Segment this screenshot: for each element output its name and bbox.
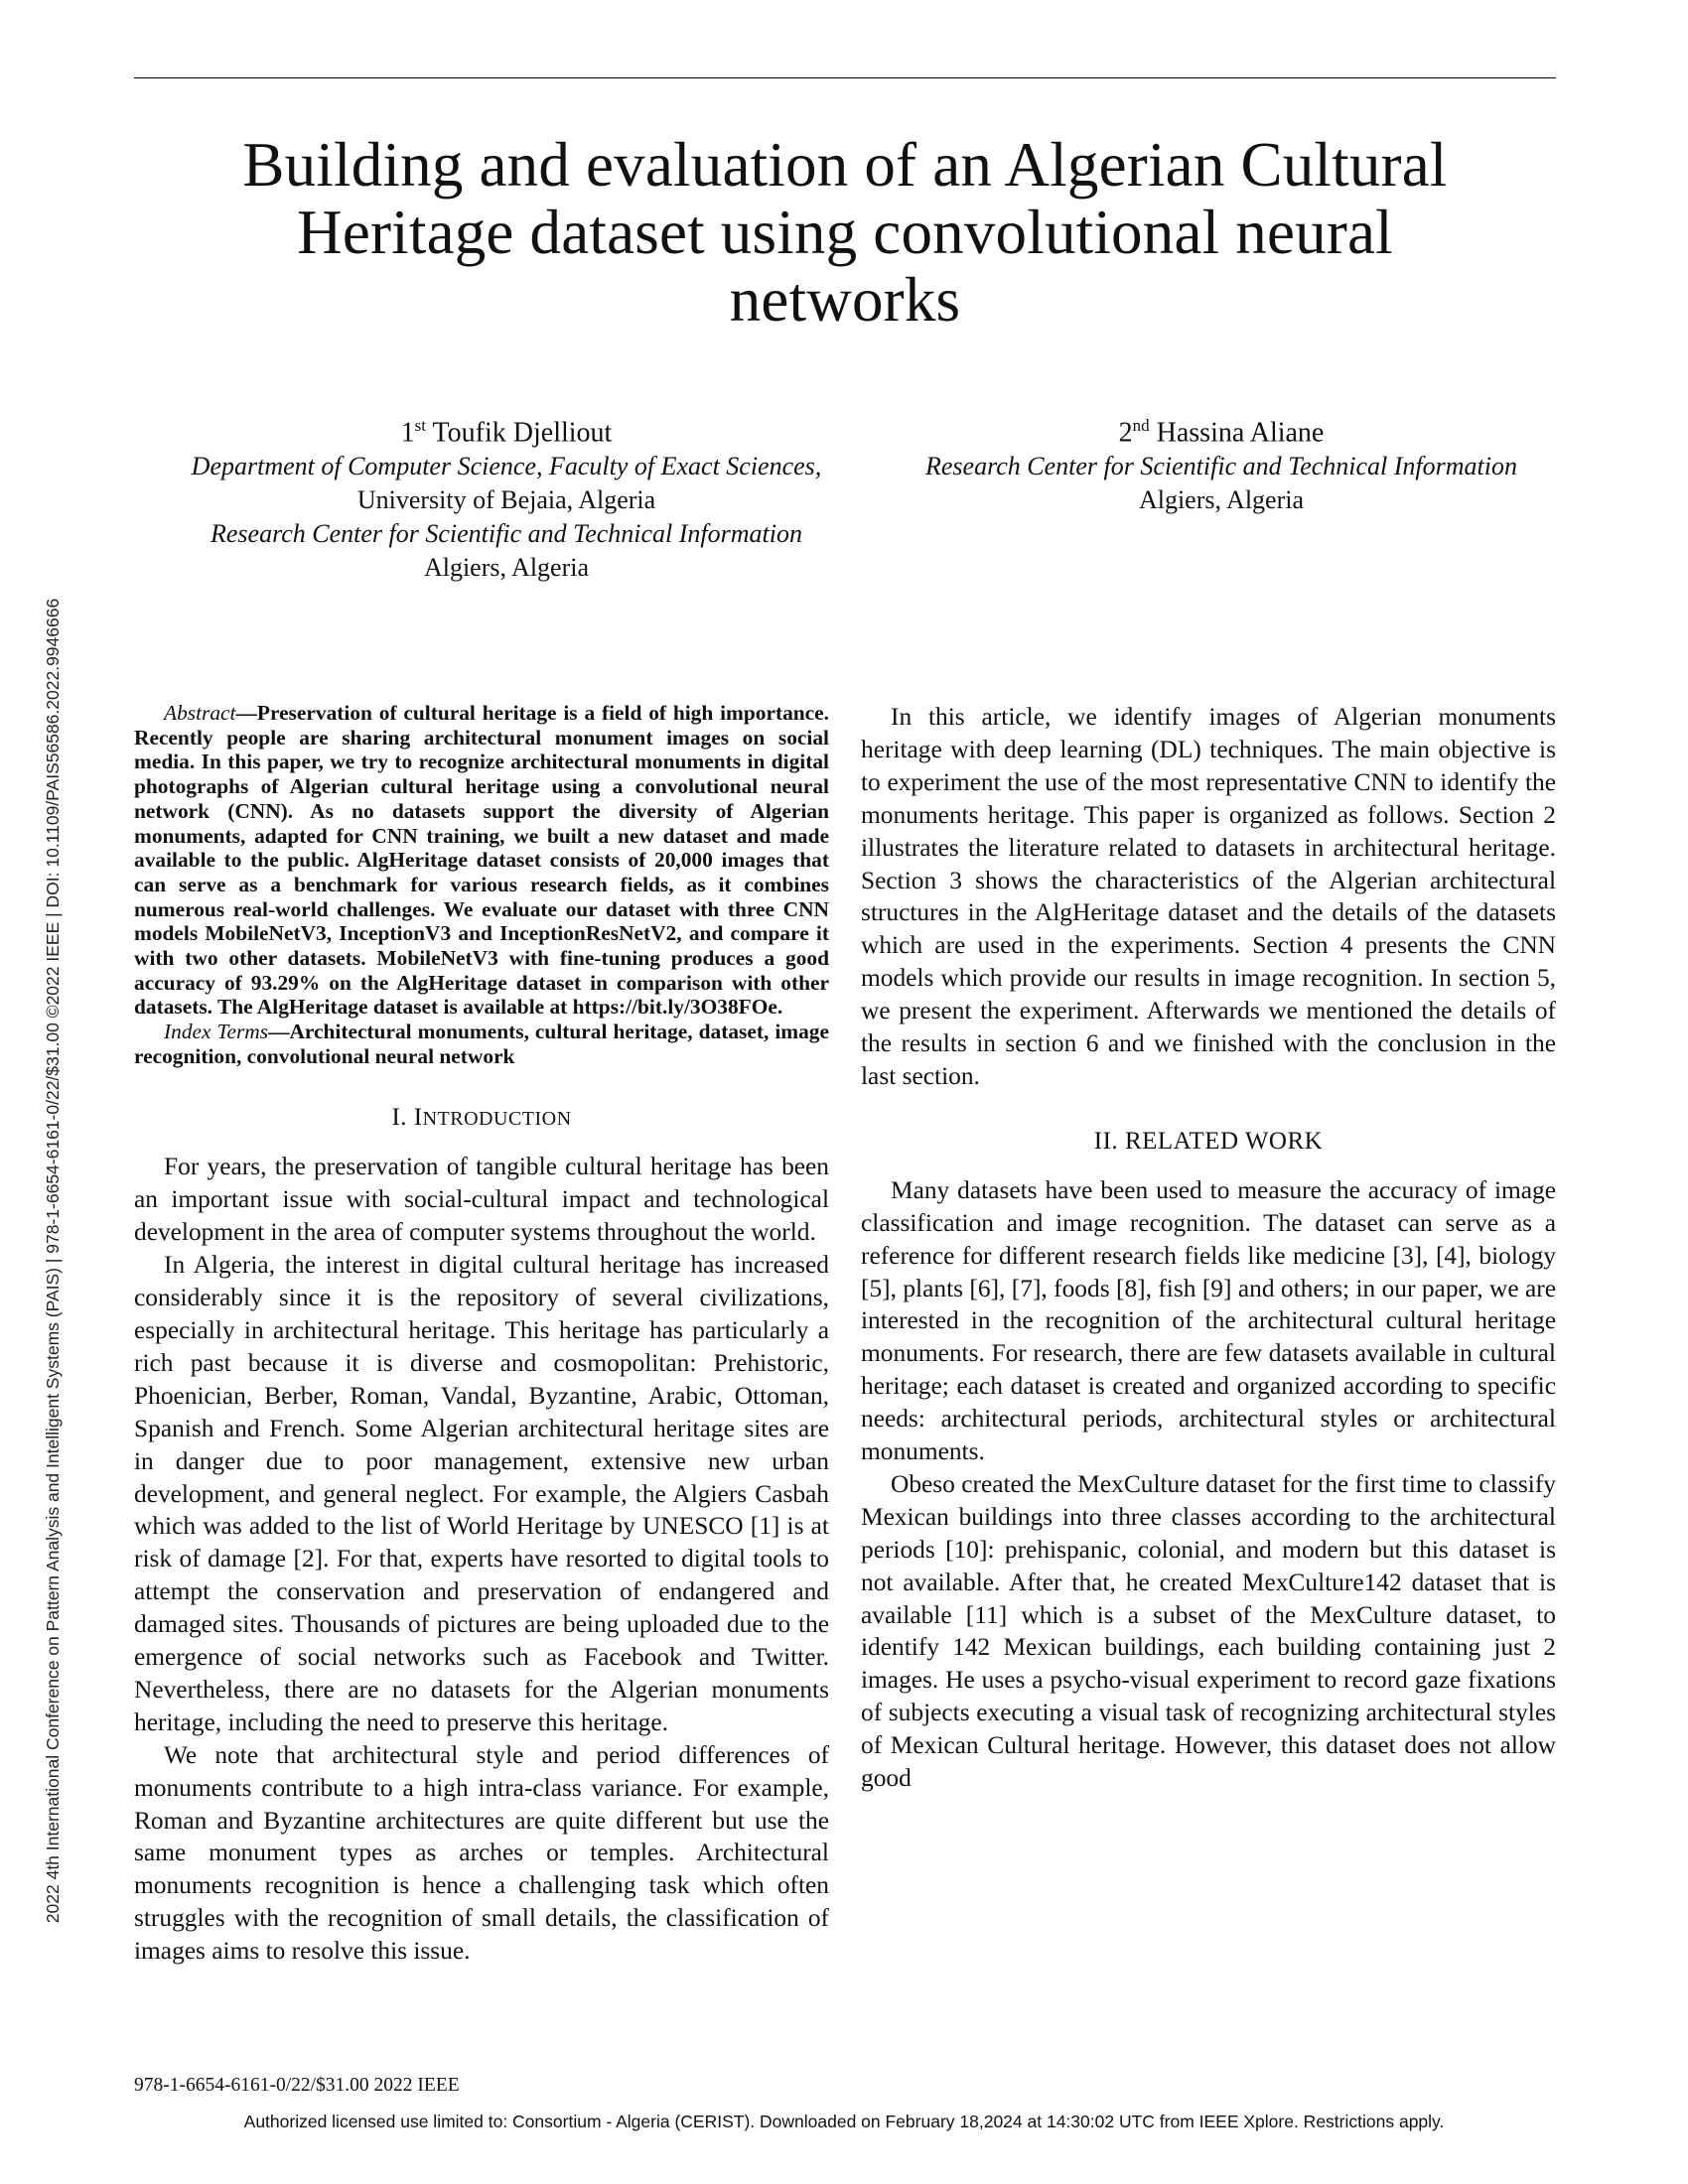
author-block-2 xyxy=(864,409,1579,517)
abstract: Abstract—Preservation of cultural heritage is a field of high importance. Recently people are sharing architectural monument images on social media. In this paper, we try to recognize architectural monuments in digital photographs of Algerian cultural heritage using a convolutional neural network (CNN). As no datasets support the diversity of Algerian monuments, adapted for CNN training, we built a new dataset and made available to the public. AlgHeritage dataset consists of 20,000 images that can serve as a benchmark for various research fields, as it combines numerous real-world challenges. We evaluate our dataset with three CNN models MobileNetV3, InceptionV3 and InceptionResNetV2, and compare it with two other datasets. MobileNetV3 with fine-tuning produces a good accuracy of 93.29% on the AlgHeritage dataset in comparison with other datasets. The AlgHeritage dataset is available at https://bit.ly/3O38FOe. xyxy=(134,701,829,1020)
paper-title xyxy=(134,131,1556,334)
section-heading-introduction: I. INTRODUCTION xyxy=(391,1103,572,1131)
title-line: Heritage dataset using convolutional neural xyxy=(297,198,1393,267)
title-line: Building and evaluation of an Algerian Cultural xyxy=(242,130,1448,200)
author-affiliation: Department of Computer Science, Faculty of Exact Sciences, xyxy=(191,452,822,481)
author-name: 2nd Hassina Aliane xyxy=(1118,416,1325,449)
copyright-line: 978-1-6654-6161-0/22/$31.00 2022 IEEE xyxy=(134,2075,460,2096)
author-block-1 xyxy=(129,409,884,585)
paragraph: We note that architectural style and period differences of monuments contribute to a high intra-class variance. For example, Roman and Byzantine architectures are quite different but use the same monument types as arches or temples. Architectural monuments recognition is hence a challenging task which often struggles with the recognition of small details, the classification of images aims to resolve this issue. xyxy=(134,1740,829,1966)
index-terms: Index Terms—Architectural monuments, cultural heritage, dataset, image recognition, convolutional neural network xyxy=(134,1020,830,1068)
title-line: networks xyxy=(729,265,961,335)
author-affiliation: University of Bejaia, Algeria xyxy=(356,485,656,515)
side-doi-note: 2022 4th International Conference on Pattern Analysis and Intelligent Systems (PAIS) | 978-1-6654-6161-0/22/$31.00 ©2022 IEEE | DOI: 10.1109/PAIS56586.2022.9946666 xyxy=(43,598,63,1924)
paragraph: In this article, we identify images of Algerian monuments heritage with deep learning (DL) techniques. The main objective is to experiment the use of the most representative CNN to identify the monuments heritage. This paper is organized as follows. Section 2 illustrates the literature related to datasets in architectural heritage. Section 3 shows the characteristics of the Algerian architectural structures in the AlgHeritage dataset and the details of the datasets which are used in the experiments. Section 4 presents the CNN models which provide our results in image recognition. In section 5, we present the experiment. Afterwards we mentioned the details of the results in section 6 and we finished with the conclusion in the last section. xyxy=(861,703,1556,1090)
author-affiliation: Research Center for Scientific and Technical Information xyxy=(211,519,802,549)
author-affiliation: Research Center for Scientific and Technical Information xyxy=(925,452,1517,481)
author-affiliation: Algiers, Algeria xyxy=(423,553,590,583)
license-notice: Authorized licensed use limited to: Consortium - Algeria (CERIST). Downloaded on February 18,2024 at 14:30:02 UTC from IEEE Xplore. Restrictions apply. xyxy=(243,2112,1445,2131)
paragraph: In Algeria, the interest in digital cultural heritage has increased considerably since it is the repository of several civilizations, especially in architectural heritage. This heritage has particularly a rich past because it is diverse and cosmopolitan: Prehistoric, Phoenician, Berber, Roman, Vandal, Byzantine, Arabic, Ottoman, Spanish and French. Some Algerian architectural heritage sites are in danger due to poor management, extensive new urban development, and general neglect. For example, the Algiers Casbah which was added to the list of World Heritage by UNESCO [1] is at risk of damage [2]. For that, experts have resorted to digital tools to attempt the conservation and preservation of endangered and damaged sites. Thousands of pictures are being uploaded due to the emergence of social networks such as Facebook and Twitter. Nevertheless, there are no datasets for the Algerian monuments heritage, including the need to preserve this heritage. xyxy=(134,1251,829,1736)
paragraph: Obeso created the MexCulture dataset for the first time to classify Mexican buildings into three classes according to the architectural periods [10]: prehispanic, colonial, and modern but this dataset is not available. After that, he created MexCulture142 dataset that is available [11] which is a subset of the MexCulture dataset, to identify 142 Mexican buildings, each building containing just 2 images. He uses a psycho-visual experiment to record gaze fixations of subjects executing a visual task of recognizing architectural styles of Mexican Cultural heritage. However, this dataset does not allow good xyxy=(861,1469,1556,1793)
author-name: 1st Toufik Djelliout xyxy=(400,416,613,449)
left-column xyxy=(134,701,829,1968)
author-affiliation: Algiers, Algeria xyxy=(1138,485,1305,515)
right-column xyxy=(861,701,1556,1795)
section-heading-related-work: II. RELATED WORK xyxy=(1093,1127,1324,1155)
top-rule xyxy=(134,77,1556,78)
paragraph: For years, the preservation of tangible cultural heritage has been an important issue with social-cultural impact and technological development in the area of computer systems throughout the world. xyxy=(134,1153,829,1247)
paragraph: Many datasets have been used to measure the accuracy of image classification and image recognition. The dataset can serve as a reference for different research fields like medicine [3], [4], biology [5], plants [6], [7], foods [8], fish [9] and others; in our paper, we are interested in the recognition of the architectural cultural heritage monuments. For research, there are few datasets available in cultural heritage; each dataset is created and organized according to specific needs: architectural periods, architectural styles or architectural monuments. xyxy=(861,1175,1556,1466)
